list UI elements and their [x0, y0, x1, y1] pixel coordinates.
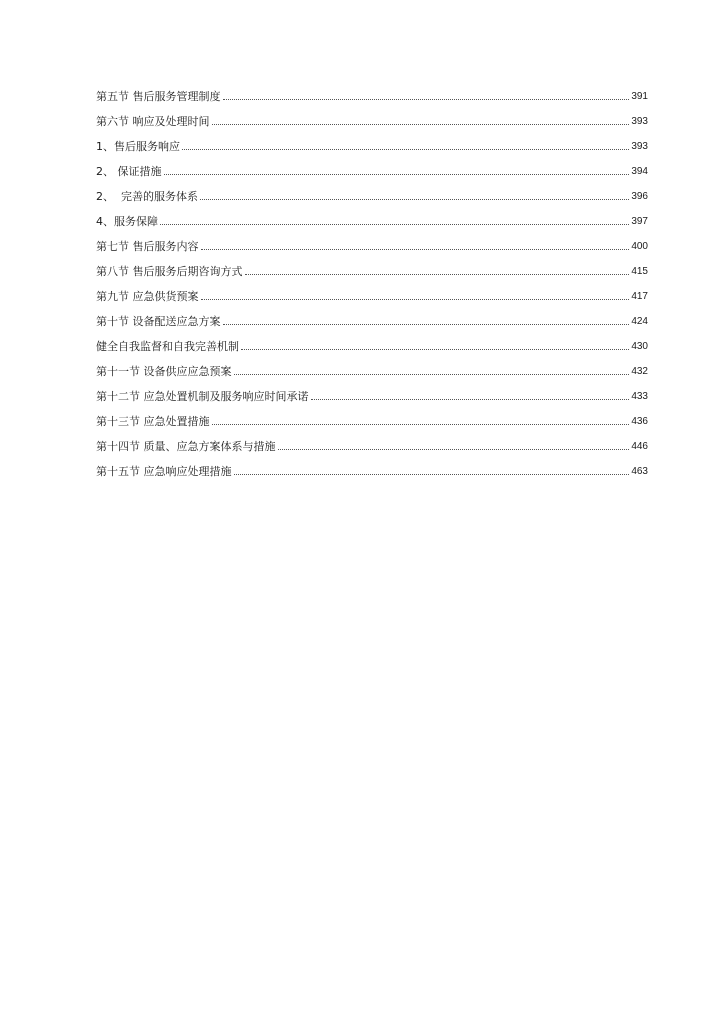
- toc-entry-title: 第十二节 应急处置机制及服务响应时间承诺: [96, 390, 309, 403]
- toc-entry-page: 430: [631, 341, 648, 352]
- toc-entry-title: 1、售后服务响应: [96, 140, 180, 153]
- toc-entry-page: 397: [631, 216, 648, 227]
- toc-entry-page: 424: [631, 316, 648, 327]
- toc-entry-page: 391: [631, 91, 648, 102]
- toc-dot-leader: [201, 249, 630, 250]
- toc-dot-leader: [223, 324, 630, 325]
- toc-entry-title: 第十五节 应急响应处理措施: [96, 465, 232, 478]
- toc-dot-leader: [160, 224, 629, 225]
- toc-entry-title: 第十三节 应急处置措施: [96, 415, 210, 428]
- toc-entry[interactable]: [96, 103, 648, 128]
- toc-entry[interactable]: [96, 228, 648, 253]
- toc-dot-leader: [200, 199, 629, 200]
- toc-entry-title: 第十一节 设备供应应急预案: [96, 365, 232, 378]
- toc-entry[interactable]: [96, 303, 648, 328]
- toc-entry-title: 第五节 售后服务管理制度: [96, 90, 221, 103]
- toc-entry[interactable]: [96, 403, 648, 428]
- toc-dot-leader: [212, 424, 630, 425]
- toc-entry-title: 第十四节 质量、应急方案体系与措施: [96, 440, 276, 453]
- toc-entry[interactable]: [96, 278, 648, 303]
- toc-dot-leader: [241, 349, 629, 350]
- toc-entry-title: 第七节 售后服务内容: [96, 240, 199, 253]
- toc-entry[interactable]: [96, 428, 648, 453]
- toc-entry-title: 健全自我监督和自我完善机制: [96, 340, 239, 353]
- toc-entry[interactable]: [96, 203, 648, 228]
- toc-entry-page: 415: [631, 266, 648, 277]
- toc-dot-leader: [234, 474, 630, 475]
- toc-entry-title: 2、 保证措施: [96, 165, 162, 178]
- toc-entry[interactable]: [96, 453, 648, 478]
- toc-entry-page: 463: [631, 466, 648, 477]
- toc-dot-leader: [164, 174, 630, 175]
- toc-entry[interactable]: [96, 353, 648, 378]
- toc-dot-leader: [223, 99, 630, 100]
- toc-entry-page: 400: [631, 241, 648, 252]
- toc-entry-title: 第十节 设备配送应急方案: [96, 315, 221, 328]
- table-of-contents: [96, 78, 648, 478]
- toc-entry-page: 417: [631, 291, 648, 302]
- toc-entry-page: 432: [631, 366, 648, 377]
- toc-dot-leader: [182, 149, 629, 150]
- toc-dot-leader: [212, 124, 630, 125]
- toc-entry[interactable]: [96, 253, 648, 278]
- toc-entry[interactable]: [96, 128, 648, 153]
- toc-entry[interactable]: [96, 328, 648, 353]
- toc-entry-page: 393: [631, 141, 648, 152]
- toc-dot-leader: [245, 274, 630, 275]
- toc-dot-leader: [201, 299, 630, 300]
- toc-entry[interactable]: [96, 153, 648, 178]
- toc-entry-title: 第六节 响应及处理时间: [96, 115, 210, 128]
- toc-entry[interactable]: [96, 78, 648, 103]
- toc-entry-title: 第八节 售后服务后期咨询方式: [96, 265, 243, 278]
- toc-entry-page: 393: [631, 116, 648, 127]
- toc-dot-leader: [278, 449, 630, 450]
- toc-entry-title: 4、服务保障: [96, 215, 158, 228]
- toc-dot-leader: [311, 399, 630, 400]
- toc-entry-title: 第九节 应急供货预案: [96, 290, 199, 303]
- toc-entry[interactable]: [96, 378, 648, 403]
- toc-dot-leader: [234, 374, 630, 375]
- toc-entry-page: 446: [631, 441, 648, 452]
- toc-entry-page: 433: [631, 391, 648, 402]
- toc-entry-page: 394: [631, 166, 648, 177]
- toc-entry[interactable]: [96, 178, 648, 203]
- toc-entry-title: 2、 完善的服务体系: [96, 190, 198, 203]
- toc-entry-page: 396: [631, 191, 648, 202]
- toc-entry-page: 436: [631, 416, 648, 427]
